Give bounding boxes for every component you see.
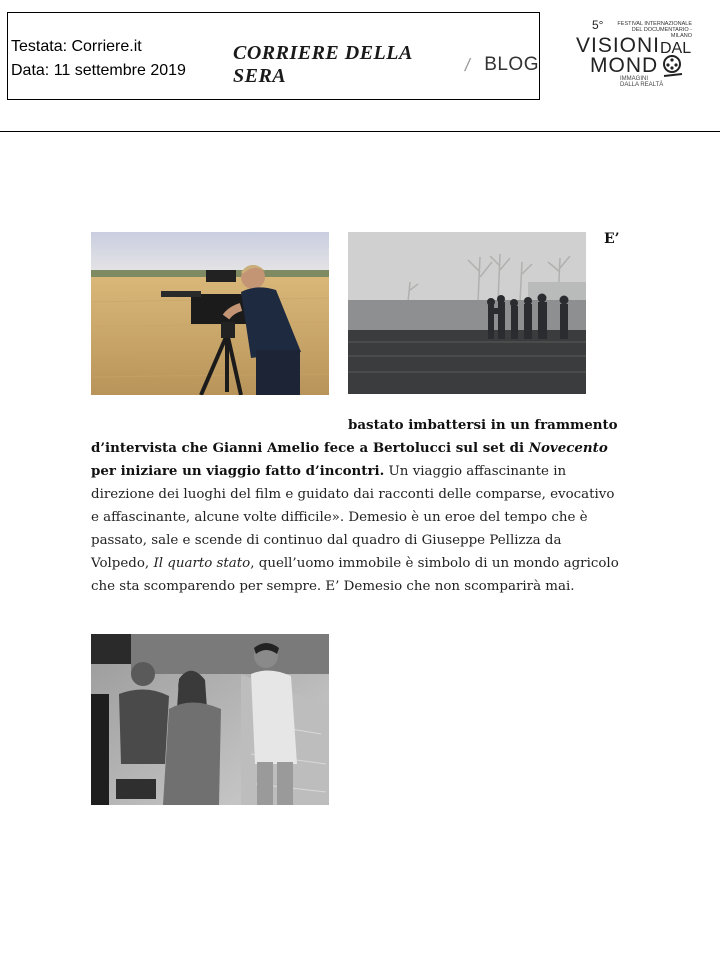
date-line: Data: 11 settembre 2019 [11,62,186,79]
testata-line: Testata: Corriere.it [11,38,142,55]
festival-subtitle [620,76,663,88]
article-body-text: Un viaggio affascinante in direzione dei luoghi del film e guidato dai racconti delle comparse, evocativo e affascinante, alcune volte difficile». Demesio è un eroe del tempo che è passato, sale e scende di continuo dal quadro di Giuseppe Pellizza da Volpedo, [91,464,615,571]
article-lead-text: d’intervista che Gianni Amelio fece a Bertolucci sul set di [91,440,529,456]
article-body [91,414,621,598]
masthead [233,42,539,87]
article-lead-line: bastato imbattersi in un frammento [348,417,618,433]
article-lead-text-end: per iniziare un viaggio fatto d’incontri. [91,463,385,479]
festival-logo [574,14,692,94]
masthead-divider: / [463,54,473,75]
photo-cameraman-field [91,232,329,395]
festival-subtitle-line: IMMAGINI [620,76,648,82]
photo-foggy-field-crew [348,232,586,394]
section-label: BLOG [484,54,539,75]
festival-edition: 5° [592,18,604,32]
photo-bw-film-set [91,634,329,805]
painting-title: Il quarto stato [153,556,251,571]
masthead-logo: CORRIERE DELLA SERA [233,42,412,87]
film-reel-icon [660,54,684,78]
festival-small-line: DEL DOCUMENTARIO - MILANO [631,27,692,39]
festival-title-word2: MOND [590,54,659,77]
festival-small-line: FESTIVAL INTERNAZIONALE [617,21,692,27]
article-paragraph [91,437,621,598]
article-side-fragment: E’ [604,231,620,247]
festival-title-word1: VISIONI [576,34,661,57]
header-rule [0,131,720,132]
header-box [7,12,540,100]
festival-title-dal: DAL [660,40,692,57]
source-meta [11,35,186,83]
festival-subtitle-line: DALLA REALTÀ [620,82,664,88]
film-title: Novecento [528,440,608,456]
article-body-text-end: , quell’uomo immobile è simbolo di un mondo agricolo che sta scomparendo per sempre. E’ Demesio che non scomparirà mai. [91,556,619,594]
